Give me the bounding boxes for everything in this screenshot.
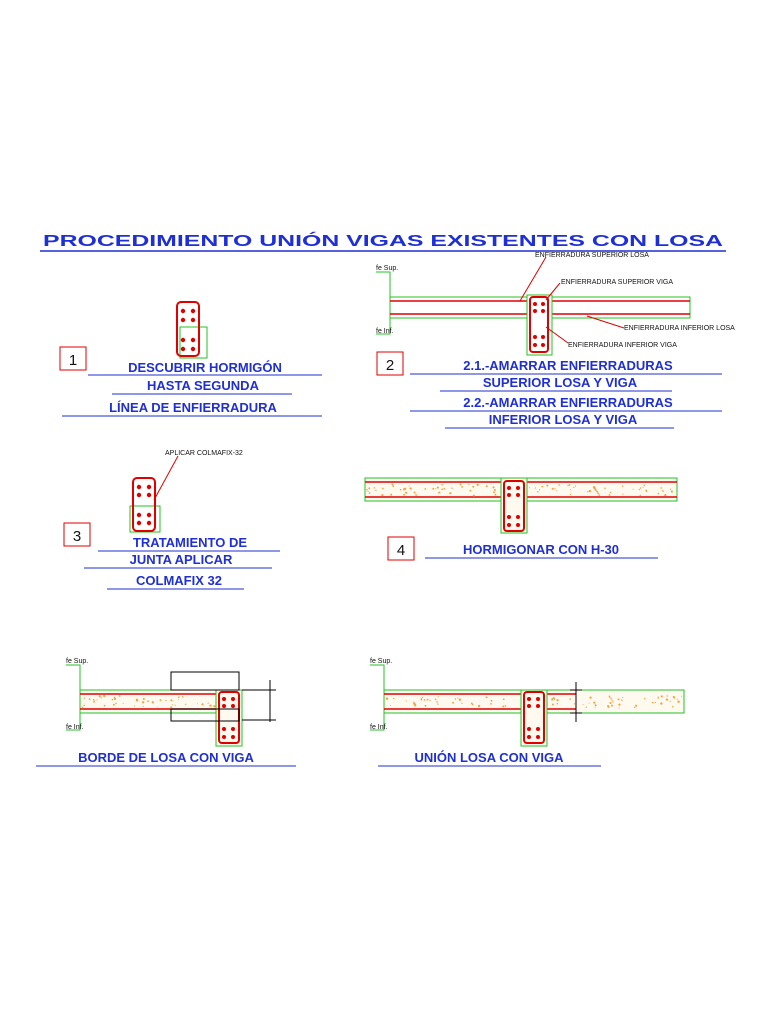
label-enf-inf-viga: ENFIERRADURA INFERIOR VIGA xyxy=(568,342,677,349)
step3-beam-drawing xyxy=(130,456,178,532)
step4-number: 4 xyxy=(396,542,406,559)
detail-union-drawing xyxy=(370,665,684,746)
step2-line3: 2.2.-AMARRAR ENFIERRADURAS xyxy=(463,395,673,410)
step3-line2: JUNTA APLICAR xyxy=(129,552,233,567)
step3-line3: COLMAFIX 32 xyxy=(136,573,222,588)
detail-borde-drawing xyxy=(66,665,276,746)
step2-line4: INFERIOR LOSA Y VIGA xyxy=(488,412,638,427)
label-enf-sup-losa: ENFIERRADURA SUPERIOR LOSA xyxy=(535,252,649,259)
label-enf-inf-losa: ENFIERRADURA INFERIOR LOSA xyxy=(624,325,735,332)
step1-line1: DESCUBRIR HORMIGÓN xyxy=(128,360,282,375)
step4-concreted-slab-drawing xyxy=(365,478,677,533)
label-enf-sup-viga: ENFIERRADURA SUPERIOR VIGA xyxy=(561,279,674,286)
borde-fe-inf: fe Inf. xyxy=(66,724,84,731)
step1-line2: HASTA SEGUNDA xyxy=(147,378,259,393)
step4-line1: HORMIGONAR CON H-30 xyxy=(462,542,620,557)
step2-fe-sup: fe Sup. xyxy=(376,265,399,272)
step1-number: 1 xyxy=(68,352,78,369)
step2-fe-inf: fe Inf. xyxy=(376,328,394,335)
detail-borde-label: BORDE DE LOSA CON VIGA xyxy=(78,750,254,765)
step2-line2: SUPERIOR LOSA Y VIGA xyxy=(482,375,638,390)
step1-beam-drawing xyxy=(177,302,207,358)
step3-line1: TRATAMIENTO DE xyxy=(132,535,248,550)
union-fe-sup: fe Sup. xyxy=(370,658,393,665)
step2-slab-beam-drawing xyxy=(376,257,690,355)
step3-number: 3 xyxy=(72,528,82,545)
drawing-title: PROCEDIMIENTO UNIÓN VIGAS EXISTENTES CON LOSA xyxy=(43,233,481,250)
step1-line3: LÍNEA DE ENFIERRADURA xyxy=(109,400,277,415)
borde-fe-sup: fe Sup. xyxy=(66,658,89,665)
label-aplicar-colmafix: APLICAR COLMAFIX-32 xyxy=(165,450,243,457)
step2-line1: 2.1.-AMARRAR ENFIERRADURAS xyxy=(463,358,673,373)
step2-number: 2 xyxy=(385,357,395,374)
detail-union-label: UNIÓN LOSA CON VIGA xyxy=(414,750,564,765)
union-fe-inf: fe Inf. xyxy=(370,724,388,731)
